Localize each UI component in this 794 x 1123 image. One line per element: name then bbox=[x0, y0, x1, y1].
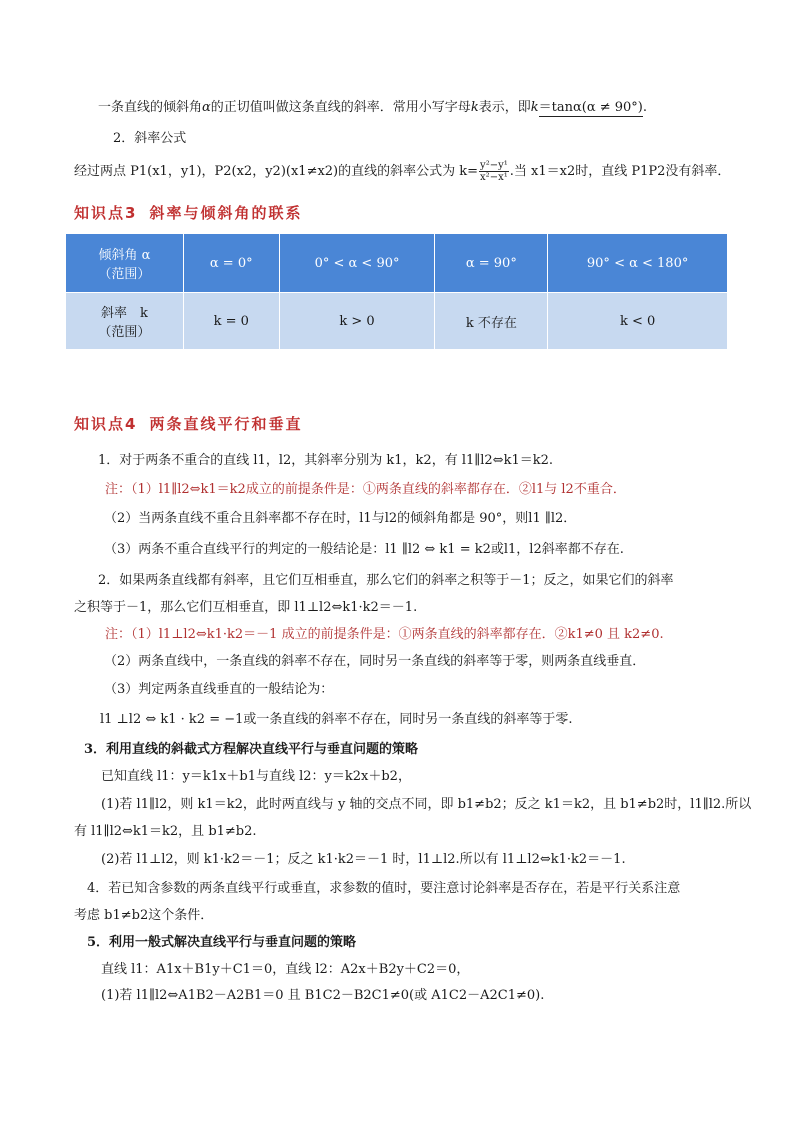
text-line: 4．若已知含参数的两条直线平行或垂直，求参数的值时，要注意讨论斜率是否存在，若是平行关系注意 bbox=[87, 881, 681, 896]
slope-formula-text: 经过两点 P1(x1，y1)，P2(x2，y2)(x1≠x2)的直线的斜率公式为 k= bbox=[74, 164, 479, 179]
text-line: 1．对于两条不重合的直线 l1，l2，其斜率分别为 k1，k2，有 l1∥l2⇔k1＝k2. bbox=[98, 453, 554, 468]
table-cell: k > 0 bbox=[279, 293, 435, 350]
table-row-slope bbox=[66, 293, 728, 350]
text-line: (1)若 l1∥l2⇔A1B2－A2B1＝0 且 B1C2－B2C1≠0(或 A1C2－A2C1≠0). bbox=[101, 988, 545, 1003]
intro-k: k bbox=[470, 100, 479, 115]
table-cell: k 不存在 bbox=[435, 293, 548, 350]
heading-3-number: 知识点3 bbox=[74, 204, 138, 222]
intro-text-e: 表示，即 bbox=[478, 100, 531, 115]
slope-formula-tail: .当 x1＝x2时，直线 P1P2没有斜率． bbox=[509, 164, 731, 179]
intro-condition: (α ≠ 90°) bbox=[581, 100, 643, 115]
text-line: (1)若 l1∥l2，则 k1＝k2，此时两直线与 y 轴的交点不同，即 b1≠b2；反之 k1＝k2，且 b1≠b2时，l1∥l2.所以 bbox=[101, 797, 752, 812]
table-cell bbox=[66, 293, 184, 350]
heading-4-title: 两条直线平行和垂直 bbox=[149, 415, 303, 433]
intro-line bbox=[98, 99, 647, 117]
text-line: 已知直线 l1：y＝k1x＋b1与直线 l2：y＝k2x＋b2， bbox=[101, 769, 411, 784]
heading-4-number: 知识点4 bbox=[74, 415, 138, 433]
intro-k2: k bbox=[530, 100, 539, 115]
slope-formula-line bbox=[74, 160, 730, 184]
table-cell bbox=[66, 234, 184, 293]
text-line: l1 ⊥l2 ⇔ k1 · k2 = −1或一条直线的斜率不存在，同时另一条直线的斜率等于零. bbox=[100, 712, 573, 727]
angle-header: 倾斜角 α bbox=[98, 248, 151, 263]
text-line: 之积等于－1，那么它们互相垂直，即 l1⊥l2⇔k1·k2＝－1. bbox=[74, 600, 418, 615]
intro-text-c: 的正切值叫做这条直线的斜率．常用小写字母 bbox=[210, 100, 471, 115]
text-line: （3）判定两条直线垂直的一般结论为： bbox=[104, 682, 334, 697]
heading-3-title: 斜率与倾斜角的联系 bbox=[149, 204, 303, 222]
intro-period: . bbox=[642, 100, 648, 115]
intro-alpha: α bbox=[202, 100, 211, 115]
note-line: 注：（1）l1⊥l2⇔k1·k2＝－1 成立的前提条件是：①两条直线的斜率都存在．②k1≠0 且 k2≠0. bbox=[105, 627, 664, 642]
table-cell: α = 90° bbox=[435, 234, 548, 293]
slope-fraction bbox=[479, 160, 509, 183]
intro-text-a: 一条直线的倾斜角 bbox=[98, 100, 203, 115]
section-heading-3 bbox=[74, 202, 302, 223]
text-line: (2)若 l1⊥l2，则 k1·k2＝－1；反之 k1·k2＝－1 时，l1⊥l2.所以有 l1⊥l2⇔k1·k2＝－1. bbox=[101, 852, 626, 867]
text-line: （3）两条不重合直线平行的判定的一般结论是：l1 ∥l2 ⇔ k1 = k2或l1，l2斜率都不存在. bbox=[104, 542, 624, 557]
strategy-heading: 3．利用直线的斜截式方程解决直线平行与垂直问题的策略 bbox=[84, 742, 419, 757]
strategy-heading: 5．利用一般式解决直线平行与垂直问题的策略 bbox=[87, 935, 357, 950]
text-line: 直线 l1：A1x＋B1y＋C1＝0，直线 l2：A2x＋B2y＋C2＝0， bbox=[101, 962, 470, 977]
text-line: 有 l1∥l2⇔k1＝k2，且 b1≠b2. bbox=[74, 824, 257, 839]
text-line: 2．如果两条直线都有斜率，且它们互相垂直，那么它们的斜率之积等于－1；反之，如果它们的斜率 bbox=[98, 573, 674, 588]
table-cell: 0° < α < 90° bbox=[279, 234, 435, 293]
section-heading-4 bbox=[74, 413, 302, 434]
slope-header-range: （范围） bbox=[98, 325, 151, 340]
table-row-angle bbox=[66, 234, 728, 293]
table-cell: 90° < α < 180° bbox=[548, 234, 728, 293]
slope-formula-title: 2．斜率公式 bbox=[113, 131, 187, 146]
slope-angle-table bbox=[65, 233, 728, 350]
table-cell: k < 0 bbox=[548, 293, 728, 350]
slope-header: 斜率 k bbox=[100, 306, 148, 321]
fraction-denominator: x²−x¹ bbox=[480, 172, 508, 183]
table-cell: k = 0 bbox=[183, 293, 279, 350]
table-cell: α = 0° bbox=[183, 234, 279, 293]
note-line: 注：（1）l1∥l2⇔k1＝k2成立的前提条件是：①两条直线的斜率都存在．②l1与 l2不重合． bbox=[105, 482, 626, 497]
fraction-numerator: y²−y¹ bbox=[480, 160, 508, 171]
intro-tan: ＝tanα bbox=[538, 100, 582, 115]
text-line: （2）两条直线中，一条直线的斜率不存在，同时另一条直线的斜率等于零，则两条直线垂直． bbox=[104, 654, 646, 669]
text-line: （2）当两条直线不重合且斜率都不存在时，l1与l2的倾斜角都是 90°，则l1 ∥l2． bbox=[104, 511, 577, 526]
angle-header-range: （范围） bbox=[98, 267, 151, 282]
text-line: 考虑 b1≠b2这个条件． bbox=[74, 908, 214, 923]
